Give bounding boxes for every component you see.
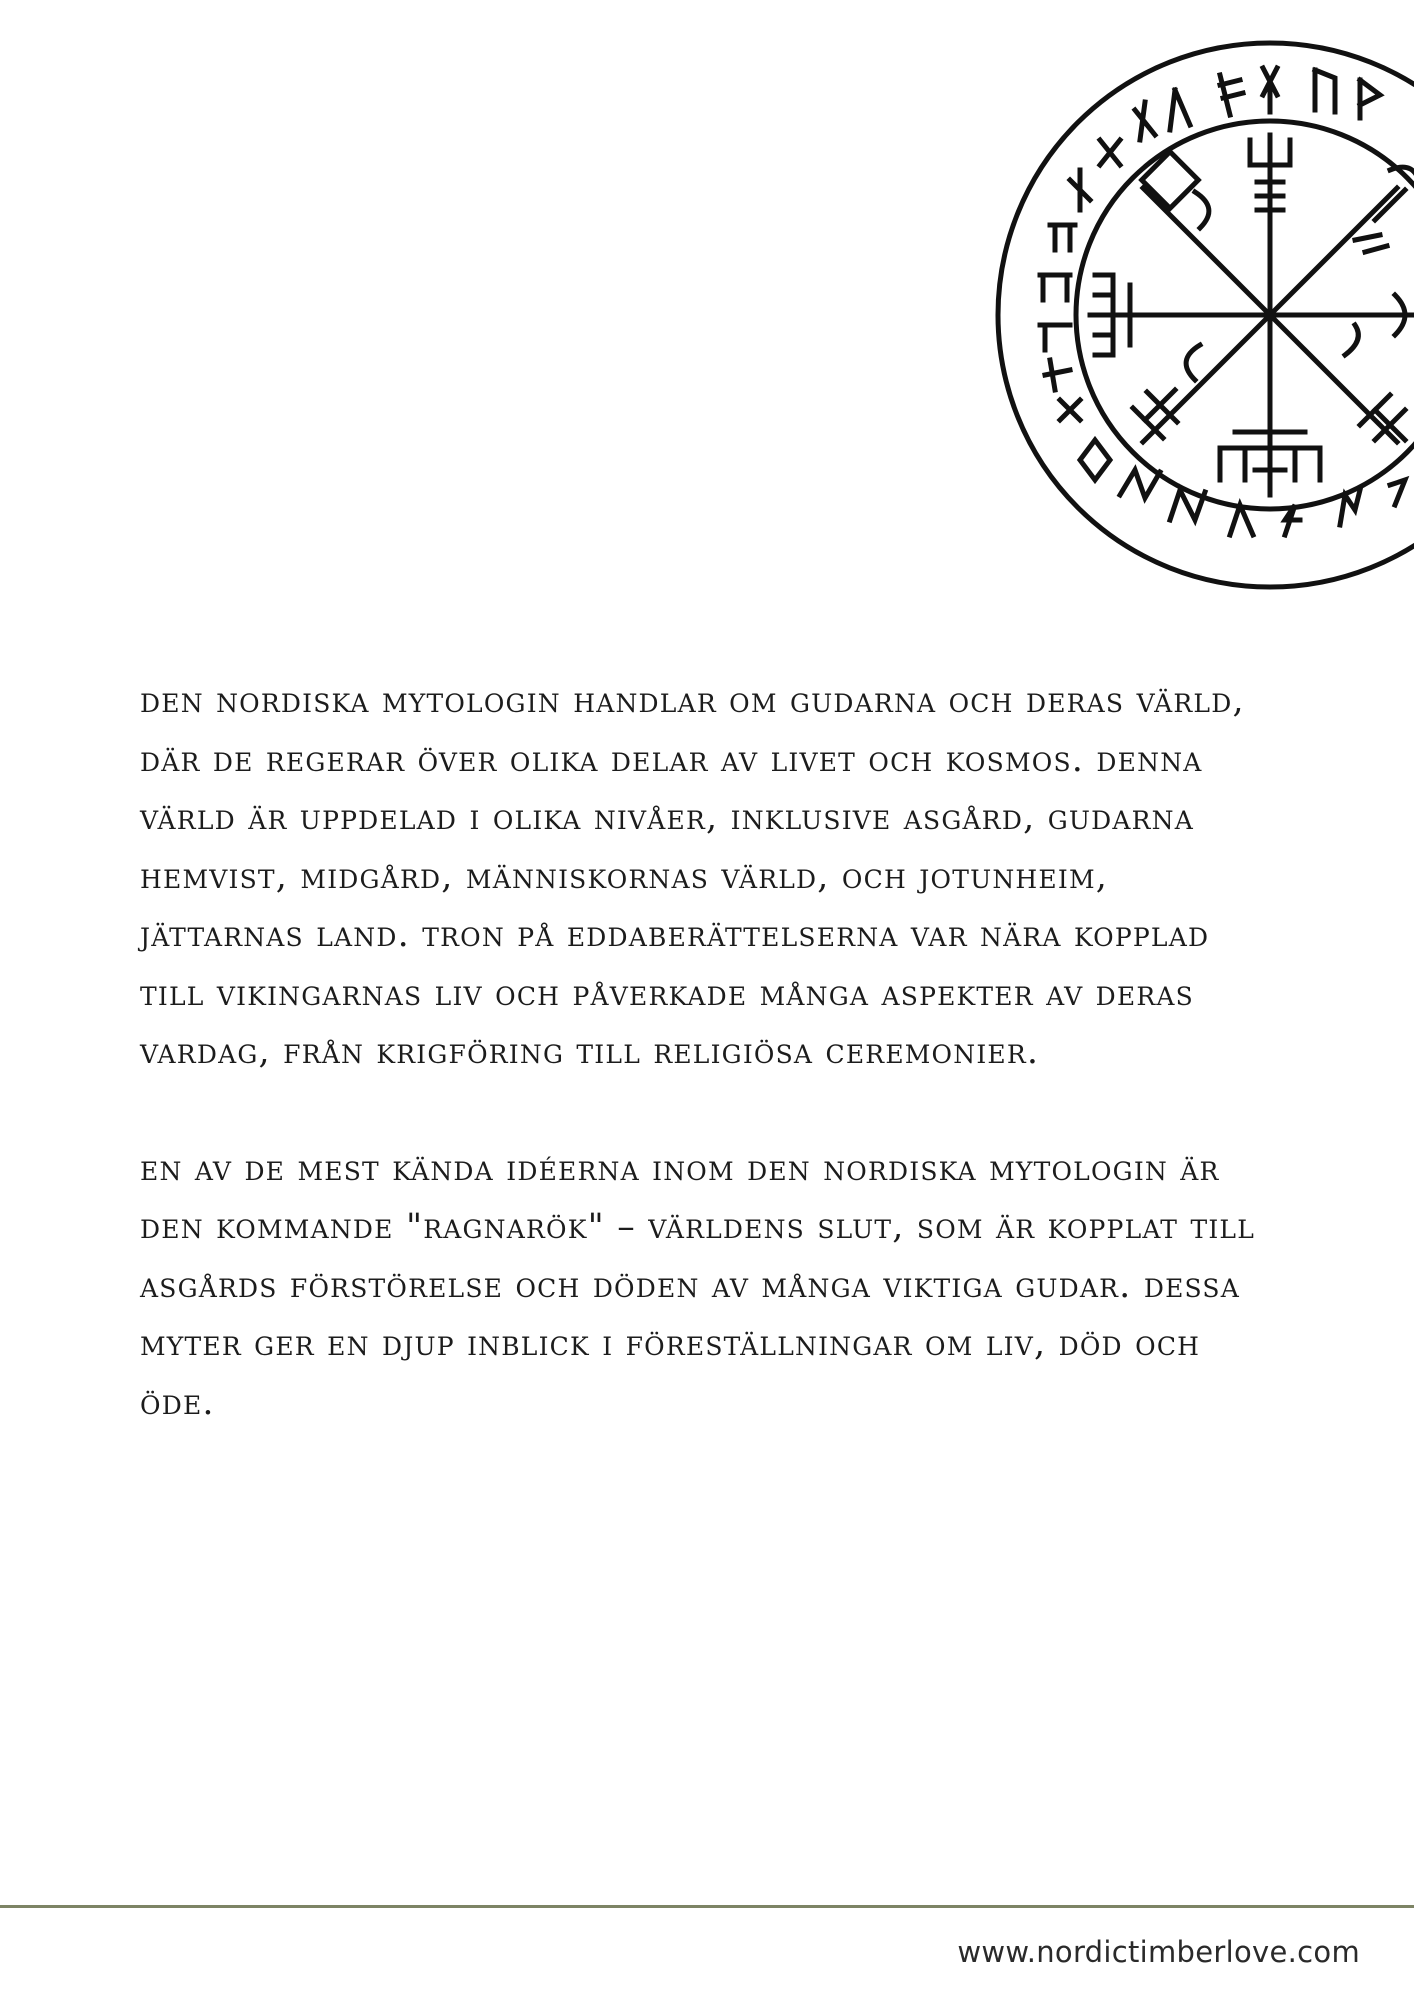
vegvisir-rune-compass-icon	[995, 40, 1414, 600]
body-text	[140, 672, 1280, 1432]
paragraph-norse-mythology-intro: den nordiska mytologin handlar om gudarna och deras värld, där de regerar över olika delar av livet och kosmos. denna värld är uppdelad i olika nivåer, inklusive asgård, gudarna hemvist, midgård, människornas värld, och jotunheim, jättarnas land. tron på eddaberättelserna var nära kopplad till vikingarnas liv och påverkade många aspekter av deras vardag, från krigföring till religiösa ceremonier.	[140, 681, 1245, 1072]
footer-website-link[interactable]: www.nordictimberlove.com	[957, 1935, 1360, 1969]
paragraph-ragnarok: en av de mest kända idéerna inom den nordiska mytologin är den kommande "ragnarök" – världens slut, som är kopplat till asgårds förstörelse och döden av många viktiga gudar. dessa myter ger en djup inblick i föreställningar om liv, död och öde.	[140, 1148, 1256, 1423]
footer-divider	[0, 1905, 1414, 1908]
